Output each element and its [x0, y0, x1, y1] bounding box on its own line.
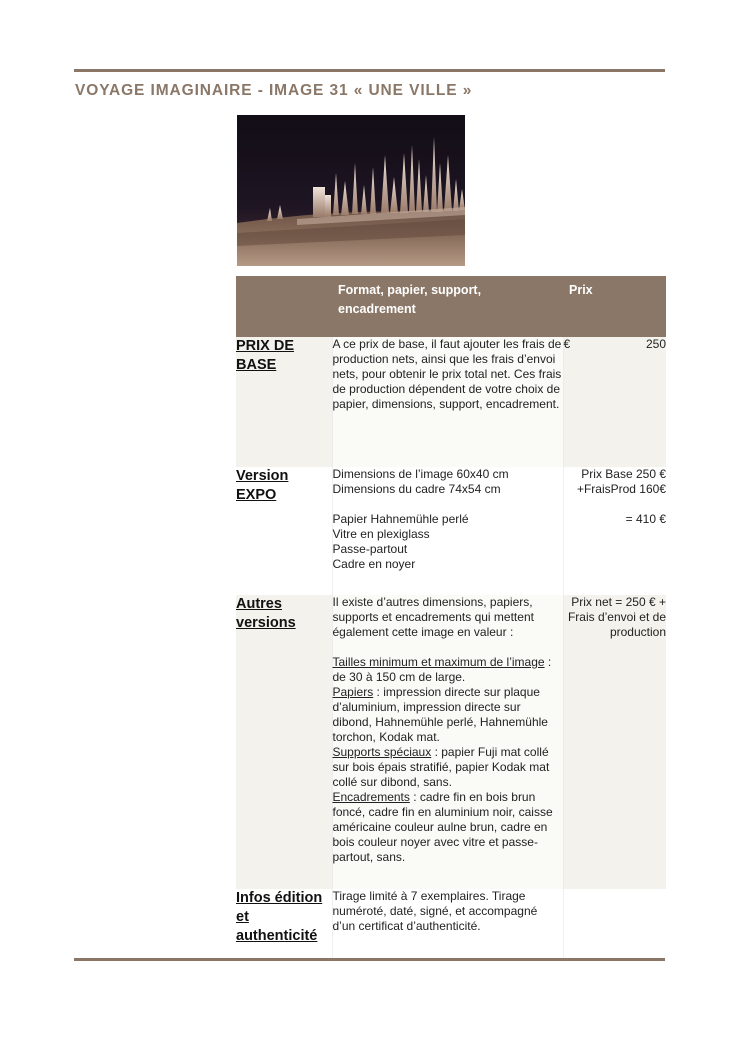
row-desc-infos: Tirage limité à 7 exemplaires. Tirage numéroté, daté, signé, et accompagné d’un certificat d’authenticité.	[332, 889, 563, 961]
table-row-expo	[236, 467, 666, 595]
item-text: : impression directe sur plaque d’aluminium, impression directe sur dibond, Hahnemühle perlé, Hahnemühle torchon, Kodak mat.	[332, 685, 548, 744]
expo-price-total: = 410 €	[625, 512, 666, 526]
row-desc-autres	[332, 595, 563, 889]
expo-line: Cadre en noyer	[332, 557, 416, 571]
expo-line: Dimensions du cadre 74x54 cm	[332, 482, 501, 496]
row-price-base	[563, 337, 666, 467]
autres-item-supports	[333, 745, 563, 790]
row-label-infos-edition: Infos édition et authenticité	[236, 889, 332, 961]
autres-item-papiers	[333, 685, 563, 745]
row-label-version-expo: Version EXPO	[236, 467, 332, 595]
autres-intro: Il existe d’autres dimensions, papiers, supports et encadrements qui mettent également cette image en valeur :	[332, 595, 534, 639]
table-header-row	[236, 276, 666, 337]
item-key: Tailles minimum et maximum de l’image	[332, 655, 545, 669]
expo-line: Passe-partout	[332, 542, 408, 556]
row-price-autres: Prix net = 250 € + Frais d’envoi et de production	[563, 595, 666, 889]
expo-price-line: +FraisProd 160€	[576, 482, 666, 496]
row-price-infos-empty	[563, 889, 666, 961]
item-key: Papiers	[332, 685, 374, 699]
page-title: VOYAGE IMAGINAIRE - IMAGE 31 « UNE VILLE »	[75, 82, 473, 99]
city-artwork-photo	[237, 115, 465, 266]
pricing-table	[236, 276, 666, 961]
top-rule	[74, 69, 665, 72]
autres-item-tailles	[333, 655, 563, 685]
expo-price-line: Prix Base 250 €	[581, 467, 666, 481]
row-label-prix-de-base: PRIX DE BASE	[236, 337, 332, 467]
row-desc-base: A ce prix de base, il faut ajouter les frais de production nets, ainsi que les frais d’envoi nets, pour obtenir le prix total net. Ces frais de production dépendent de votre choix de papier, dimensions, support, encadrement.	[332, 337, 563, 467]
expo-line: Vitre en plexiglass	[332, 527, 430, 541]
currency-symbol: €	[563, 337, 571, 351]
item-text: : cadre fin en bois brun foncé, cadre fin en aluminium noir, caisse américaine couleur aulne brun, cadre en bois couleur noyer avec vitre et passe-partout, sans.	[332, 790, 553, 864]
table-row-base	[236, 337, 666, 467]
row-desc-expo	[332, 467, 563, 595]
item-key: Encadrements	[332, 790, 410, 804]
row-label-autres-versions: Autres versions	[236, 595, 332, 889]
expo-line: Dimensions de l’image 60x40 cm	[332, 467, 509, 481]
expo-line: Papier Hahnemühle perlé	[332, 512, 469, 526]
item-text: : papier Fuji mat collé sur bois épais stratifié, papier Kodak mat collé sur dibond, sans.	[332, 745, 550, 789]
header-format: Format, papier, support, encadrement	[332, 276, 563, 337]
header-prix: Prix	[563, 276, 666, 337]
item-key: Supports spéciaux	[332, 745, 432, 759]
table-row-autres	[236, 595, 666, 889]
row-price-expo	[563, 467, 666, 595]
bottom-rule	[74, 958, 665, 961]
base-price-value: 250	[645, 337, 666, 351]
header-empty-cell	[236, 276, 332, 337]
table-row-infos	[236, 889, 666, 961]
item-text: : de 30 à 150 cm de large.	[332, 655, 552, 684]
autres-item-encadrements	[333, 790, 563, 865]
